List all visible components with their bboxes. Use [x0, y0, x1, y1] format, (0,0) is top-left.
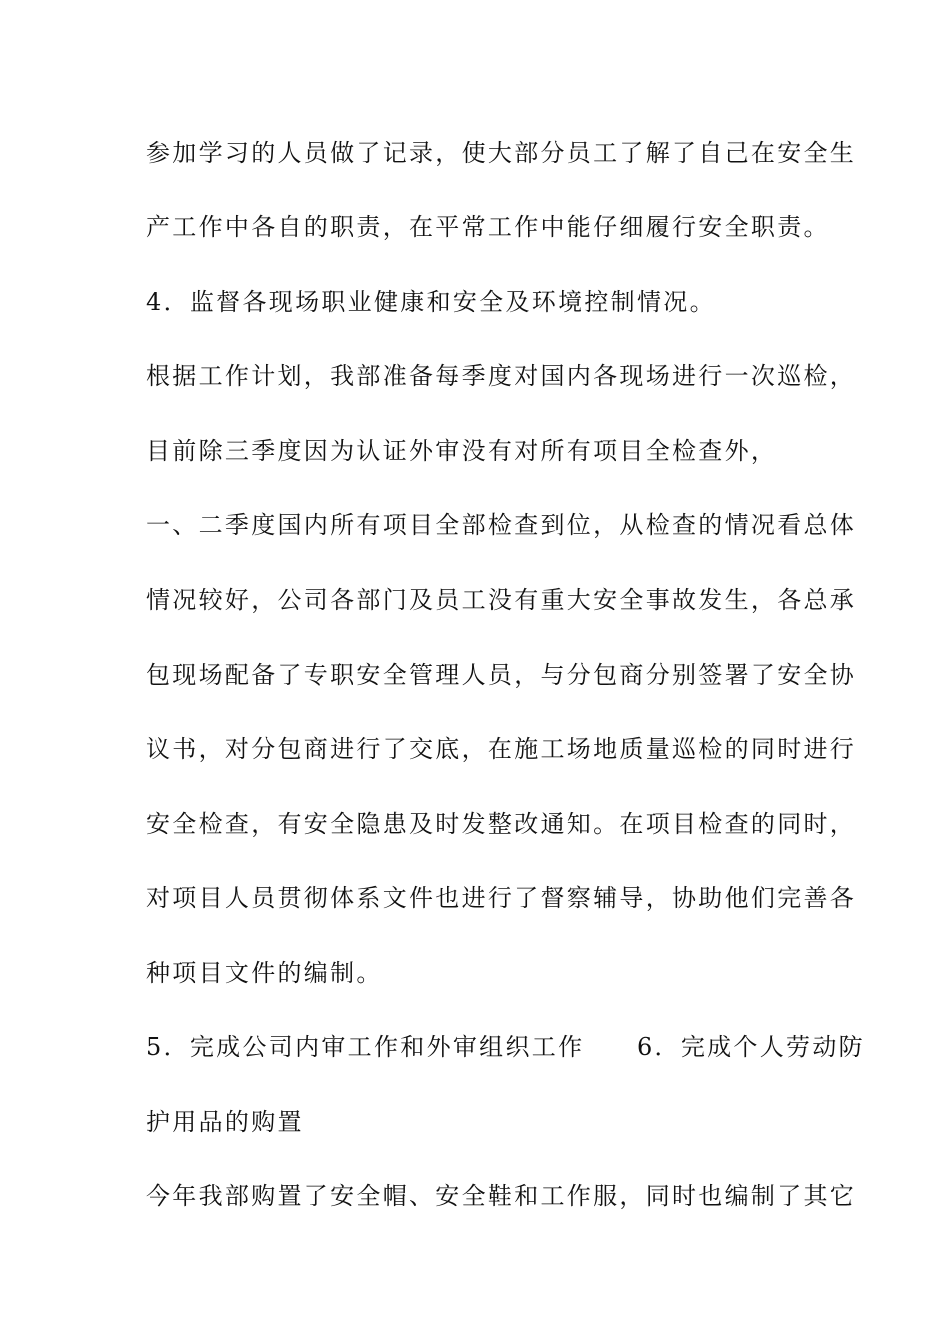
text-line: 情况较好，公司各部门及员工没有重大安全事故发生，各总承: [146, 586, 857, 614]
text-line: 今年我部购置了安全帽、安全鞋和工作服，同时也编制了其它: [146, 1182, 857, 1210]
text-line: 对项目人员贯彻体系文件也进行了督察辅导，协助他们完善各: [146, 884, 857, 912]
section-heading: 4．监督各现场职业健康和安全及环境控制情况。: [146, 288, 716, 316]
text-line: 护用品的购置: [146, 1108, 304, 1136]
text-line: 议书，对分包商进行了交底，在施工场地质量巡检的同时进行: [146, 735, 857, 763]
text-line: 产工作中各自的职责，在平常工作中能仔细履行安全职责。: [146, 213, 830, 241]
section-heading: 5．完成公司内审工作和外审组织工作 6．完成个人劳动防: [146, 1033, 865, 1061]
text-line: 目前除三季度因为认证外审没有对所有项目全检查外，: [146, 437, 778, 465]
text-line: 一、二季度国内所有项目全部检查到位，从检查的情况看总体: [146, 511, 857, 539]
text-line: 包现场配备了专职安全管理人员，与分包商分别签署了安全协: [146, 661, 857, 689]
text-line: 根据工作计划，我部准备每季度对国内各现场进行一次巡检，: [146, 362, 857, 390]
text-line: 安全检查，有安全隐患及时发整改通知。在项目检查的同时，: [146, 810, 857, 838]
text-line: 参加学习的人员做了记录，使大部分员工了解了自己在安全生: [146, 139, 857, 167]
text-line: 种项目文件的编制。: [146, 959, 383, 987]
